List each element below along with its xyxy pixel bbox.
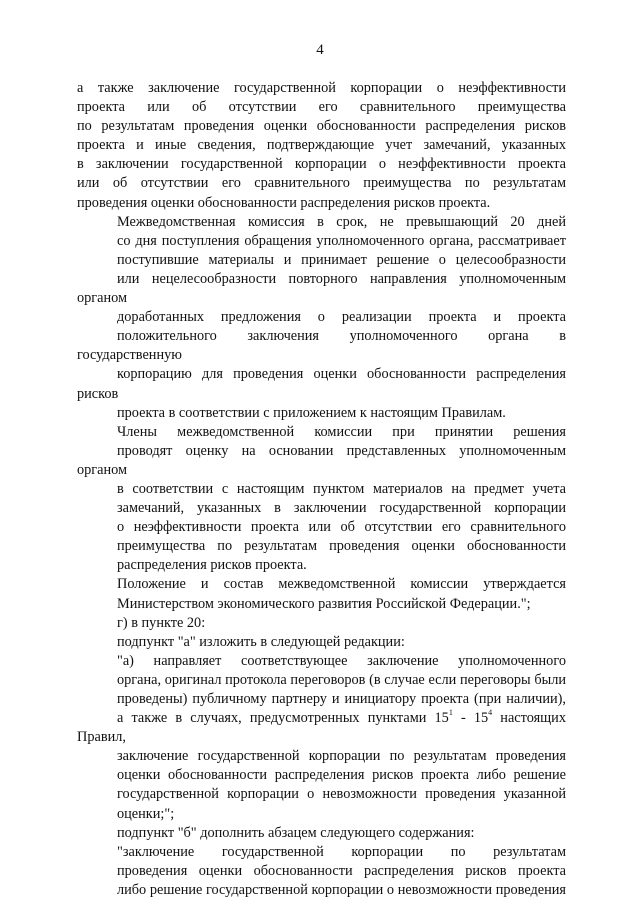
document-body [77, 79, 566, 900]
text-line: замечаний, указанных в заключении государственной корпорации [117, 500, 566, 517]
text-line: положительного заключения уполномоченного органа в государственную [77, 328, 566, 364]
text-line: или нецелесообразности повторного направления уполномоченным органом [77, 270, 566, 307]
text-line: подпункт "а" изложить в следующей редакции: [117, 633, 405, 650]
text-line: либо решение государственной корпорации о невозможности проведения [117, 881, 566, 898]
text-line: подпункт "б" дополнить абзацем следующего содержания: [117, 824, 475, 841]
paragraph [77, 423, 566, 576]
text-line: органа, оригинал протокола переговоров (в случае если переговоры были [117, 671, 566, 688]
text-line: распределения рисков проекта. [117, 557, 307, 574]
text-line: в заключении государственной корпорации о неэффективности проекта [77, 156, 566, 173]
text-line: проекта и иные сведения, подтверждающие учет замечаний, указанных [77, 137, 566, 154]
paragraph [77, 633, 566, 652]
text-line: корпорацию для проведения оценки обоснованности распределения рисков [77, 366, 566, 402]
paragraph [77, 652, 566, 824]
page-number: 4 [316, 42, 324, 58]
text-line: о неэффективности проекта или об отсутствии его сравнительного [117, 519, 566, 536]
text-line: заключение государственной корпорации по результатам проведения [117, 748, 566, 765]
text-line: проводят оценку на основании представленных уполномоченным органом [77, 442, 566, 478]
paragraph [77, 79, 566, 213]
paragraph [77, 614, 566, 633]
text-line: проведения оценки обоснованности распределения рисков проекта [117, 862, 566, 879]
text-line: Министерством экономического развития Российской Федерации."; [117, 595, 531, 612]
text-line: Члены межведомственной комиссии при принятии решения [117, 423, 566, 440]
text-line: проекта в соответствии с приложением к настоящим Правилам. [117, 404, 506, 421]
text-line: Межведомственная комиссия в срок, не превышающий 20 дней [117, 213, 566, 230]
paragraph [77, 824, 566, 843]
text-line: в соответствии с настоящим пунктом материалов на предмет учета [117, 480, 566, 497]
text-line: г) в пункте 20: [117, 614, 206, 631]
text-line: "заключение государственной корпорации по результатам [117, 843, 566, 860]
text-line: проведения оценки обоснованности распределения рисков проекта. [77, 194, 491, 211]
text-line: доработанных предложения о реализации проекта и проекта [117, 309, 566, 326]
text-line: а также заключение государственной корпорации о неэффективности [77, 80, 566, 96]
text-line: поступившие материалы и принимает решение о целесообразности [117, 251, 566, 268]
text-line: со дня поступления обращения уполномоченного органа, рассматривает [117, 232, 566, 249]
paragraph [77, 213, 566, 423]
text-line: или об отсутствии его сравнительного преимущества по результатам [77, 175, 566, 192]
text-line: Положение и состав межведомственной комиссии утверждается [117, 576, 566, 593]
paragraph [77, 575, 566, 613]
text-line: проекта или об отсутствии его сравнительного преимущества [77, 99, 566, 116]
text-line: проведены) публичному партнеру и инициатору проекта (при наличии), [117, 691, 566, 707]
text-line: государственной корпорации о невозможности проведения указанной [117, 786, 566, 803]
text-line: "а) направляет соответствующее заключение уполномоченного [117, 652, 566, 669]
text-line: а также в случаях, предусмотренных пунктами $15^1 - 15^4$ настоящих Правил, [77, 708, 566, 746]
text-line: оценки;"; [117, 805, 175, 822]
paragraph [77, 843, 566, 900]
text-line: оценки обоснованности распределения рисков проекта либо решение [117, 767, 566, 784]
text-line: по результатам проведения оценки обоснованности распределения рисков [77, 118, 566, 135]
text-line: преимущества по результатам проведения оценки обоснованности [117, 538, 566, 555]
